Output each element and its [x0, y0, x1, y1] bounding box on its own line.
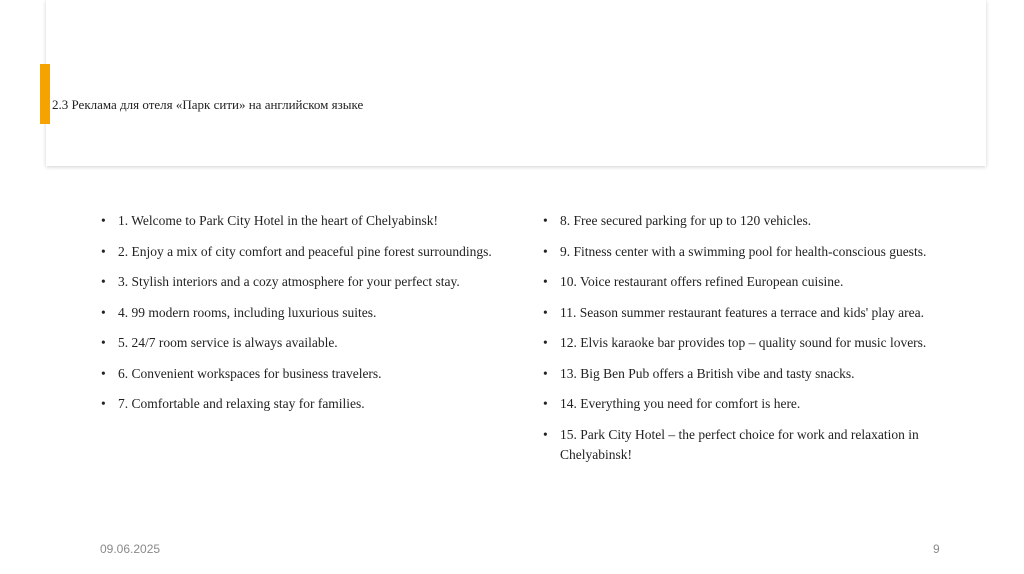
list-item-text: 12. Elvis karaoke bar provides top – quality sound for music lovers.: [560, 335, 927, 350]
list-item: [543, 394, 983, 414]
list-item: [543, 242, 983, 262]
footer-page-number: 9: [933, 542, 940, 556]
left-bullet-list: [101, 211, 511, 425]
list-item: [543, 211, 983, 231]
list-item-text: 9. Fitness center with a swimming pool for health-conscious guests.: [560, 243, 927, 259]
list-item: [101, 272, 511, 292]
list-item: [543, 364, 983, 384]
list-item-text: 7. Comfortable and relaxing stay for families.: [118, 396, 365, 411]
list-item: [101, 394, 511, 414]
list-item: [543, 303, 983, 323]
bullet-icon: •: [101, 396, 106, 411]
list-item: [101, 303, 511, 323]
list-item: [101, 364, 511, 384]
bullet-icon: •: [543, 274, 548, 289]
right-bullet-list: [543, 211, 983, 475]
bullet-icon: •: [543, 426, 548, 442]
list-item: [543, 272, 983, 292]
list-item-text: 11. Season summer restaurant features a terrace and kids' play area.: [560, 304, 925, 320]
list-item-text: 5. 24/7 room service is always available.: [118, 335, 338, 350]
list-item: [543, 425, 983, 465]
bullet-icon: •: [101, 335, 106, 350]
list-item: [101, 211, 511, 231]
bullet-icon: •: [101, 365, 106, 381]
slide-title: 2.3 Реклама для отеля «Парк сити» на английском языке: [52, 97, 364, 112]
list-item-text: 13. Big Ben Pub offers a British vibe and tasty snacks.: [560, 365, 855, 381]
bullet-icon: •: [543, 213, 548, 228]
list-item-text: 2. Enjoy a mix of city comfort and peaceful pine forest surroundings.: [118, 243, 492, 259]
list-item-text: 4. 99 modern rooms, including luxurious suites.: [118, 304, 377, 320]
list-item-text: 3. Stylish interiors and a cozy atmosphere for your perfect stay.: [118, 274, 460, 289]
list-item-text: 10. Voice restaurant offers refined European cuisine.: [560, 274, 844, 289]
list-item-text: 6. Convenient workspaces for business travelers.: [118, 365, 382, 381]
bullet-icon: •: [101, 213, 106, 228]
list-item-text: 15. Park City Hotel – the perfect choice for work and relaxation in Chelyabinsk!: [560, 426, 919, 462]
bullet-icon: •: [543, 396, 548, 411]
title-header-box: [46, 0, 986, 166]
list-item: [101, 333, 511, 353]
bullet-icon: •: [543, 365, 548, 381]
bullet-icon: •: [101, 243, 106, 259]
bullet-icon: •: [543, 304, 548, 320]
bullet-icon: •: [543, 335, 548, 350]
list-item: [543, 333, 983, 353]
bullet-icon: •: [101, 304, 106, 320]
list-item-text: 14. Everything you need for comfort is here.: [560, 396, 801, 411]
footer-date: 09.06.2025: [100, 542, 161, 556]
list-item-text: 8. Free secured parking for up to 120 vehicles.: [560, 213, 812, 228]
list-item-text: 1. Welcome to Park City Hotel in the heart of Chelyabinsk!: [118, 213, 438, 228]
title-accent-bar: [40, 64, 50, 124]
bullet-icon: •: [543, 243, 548, 259]
bullet-icon: •: [101, 274, 106, 289]
list-item: [101, 242, 511, 262]
